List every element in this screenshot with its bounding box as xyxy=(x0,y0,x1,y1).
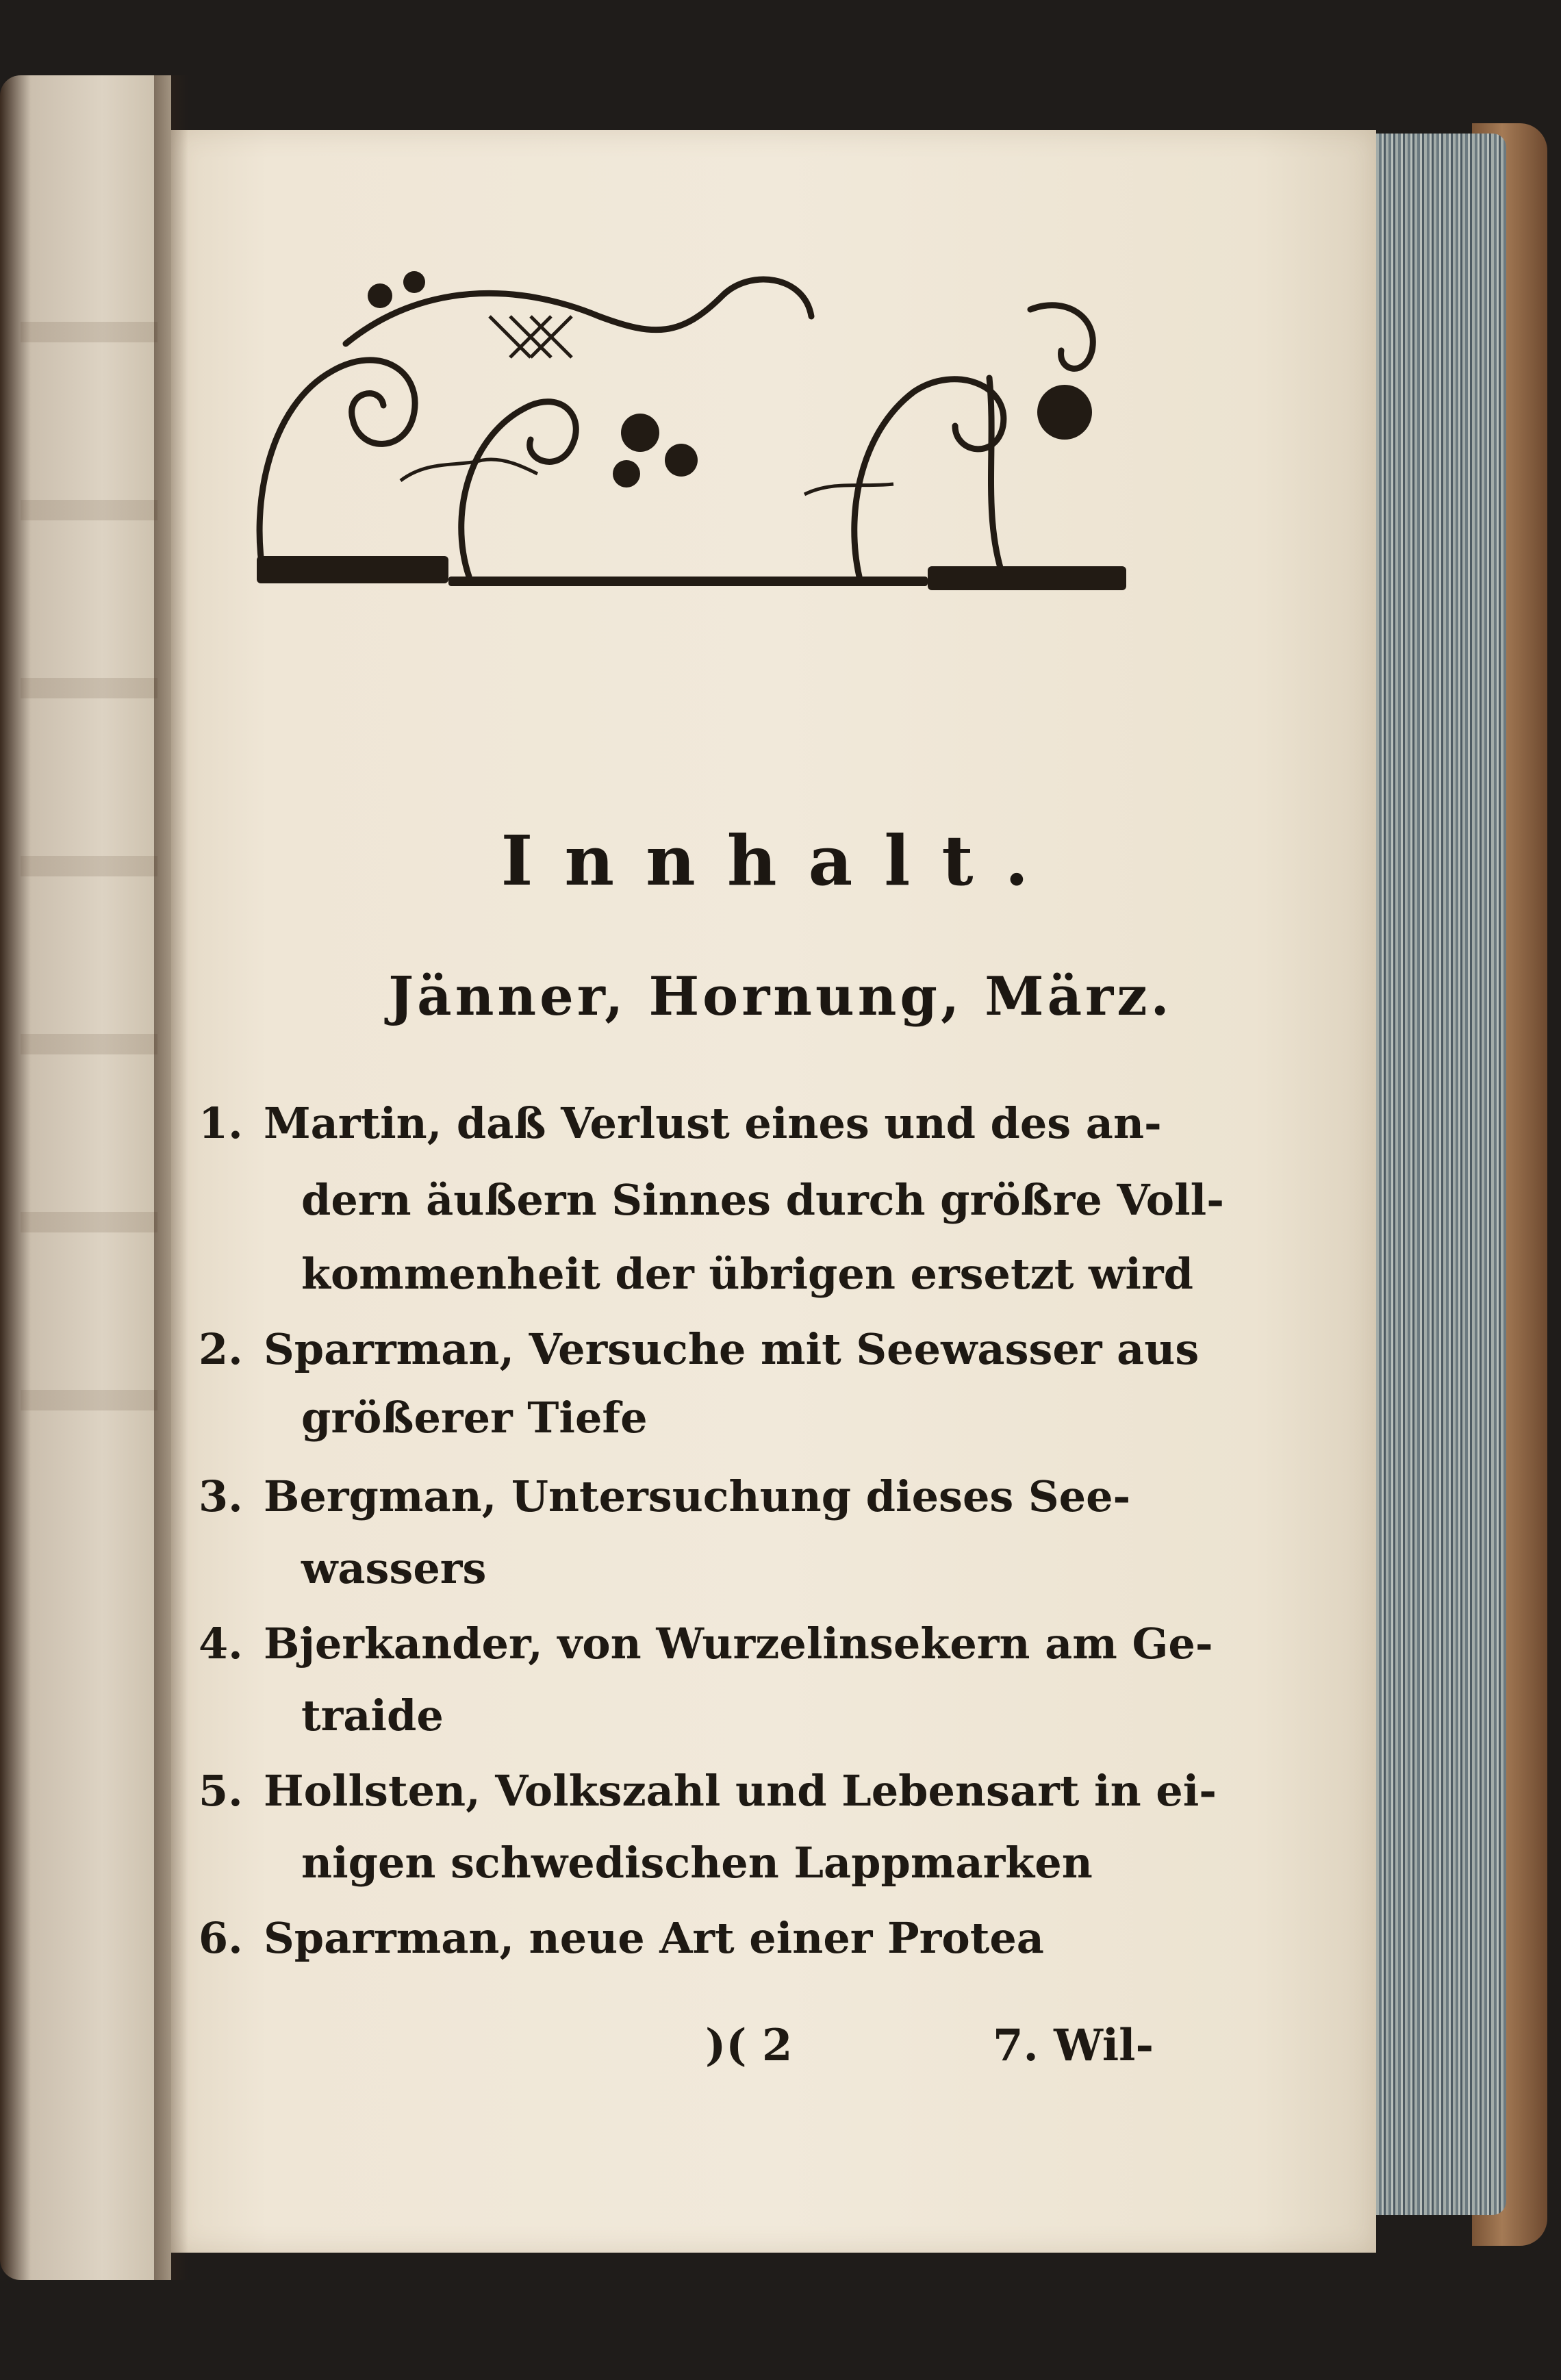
page-title: Innhalt. xyxy=(500,820,1061,901)
entry-text: Sparrman, neue Art einer Protea xyxy=(264,1913,1044,1963)
entry-text: traide xyxy=(301,1691,444,1740)
signature-mark: )( 2 xyxy=(705,2020,793,2071)
entry-text: kommenheit der übrigen ersetzt wird xyxy=(301,1249,1193,1299)
entry-text: größerer Tiefe xyxy=(301,1393,648,1443)
entry-number: 5. xyxy=(199,1766,243,1816)
entry-number: 2. xyxy=(199,1324,243,1374)
entry-text: dern äußern Sinnes durch größre Voll- xyxy=(301,1175,1224,1225)
entry-number: 3. xyxy=(199,1471,243,1521)
entry-text: nigen schwedischen Lappmarken xyxy=(301,1838,1093,1888)
entry-text: Bjerkander, von Wurzelinsekern am Ge- xyxy=(264,1619,1213,1669)
section-heading: Jänner, Hornung, März. xyxy=(388,965,1173,1028)
entry-text: Bergman, Untersuchung dieses See- xyxy=(264,1471,1131,1521)
entry-text: wassers xyxy=(301,1543,487,1593)
catchword: 7. Wil- xyxy=(993,2020,1154,2071)
entry-number: 1. xyxy=(199,1098,243,1148)
entry-number: 6. xyxy=(199,1913,243,1963)
entry-text: Sparrman, Versuche mit Seewasser aus xyxy=(264,1324,1200,1374)
entry-text: Martin, daß Verlust eines und des an- xyxy=(264,1098,1162,1148)
entry-number: 4. xyxy=(199,1619,243,1669)
entry-text: Hollsten, Volkszahl und Lebensart in ei- xyxy=(264,1766,1217,1816)
